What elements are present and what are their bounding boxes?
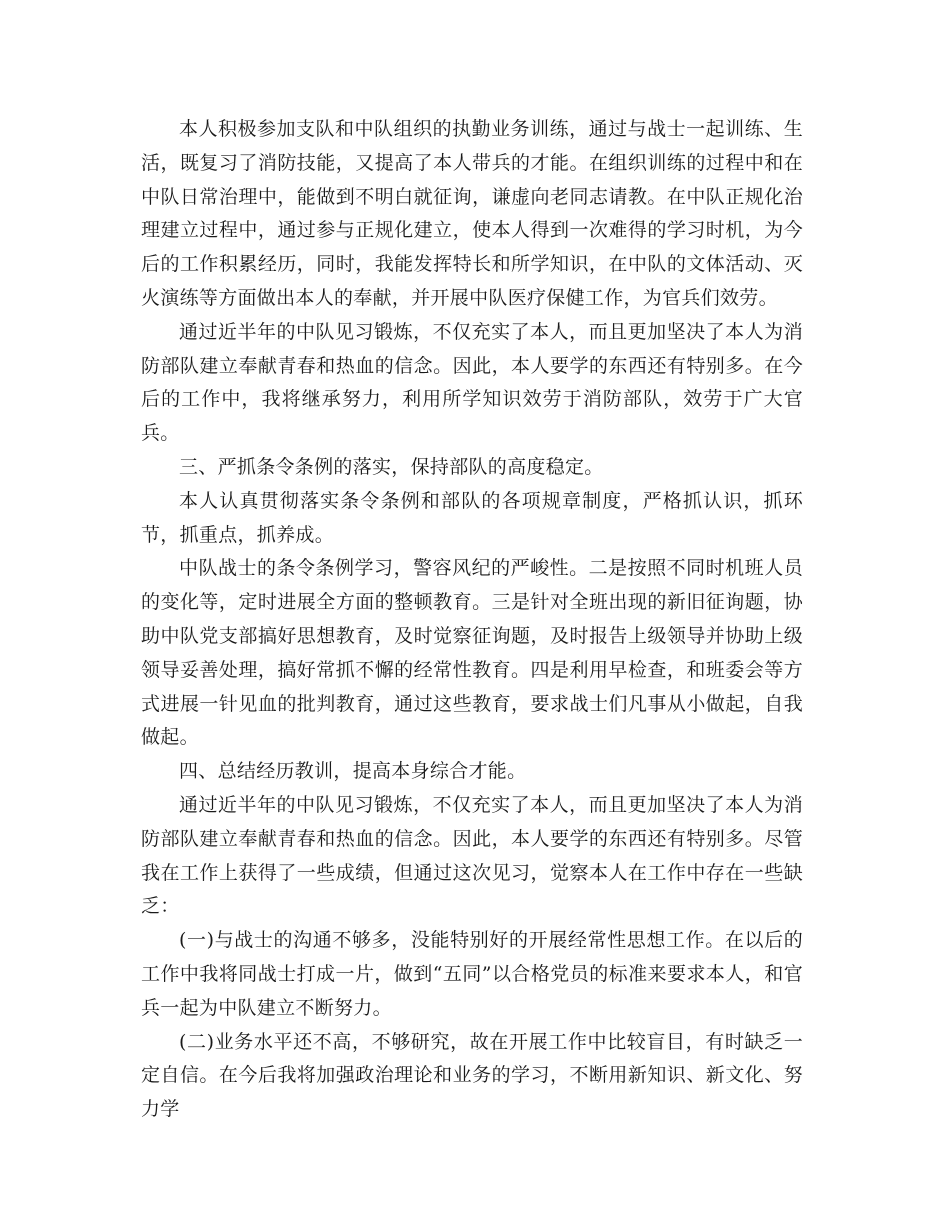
list-item: (一)与战士的沟通不够多，没能特别好的开展经常性思想工作。在以后的工作中我将同战士打成一片，做到“五同”以合格党员的标准来要求本人，和官兵一起为中队建立不断努力。 xyxy=(141,929,803,1019)
list-item: (二)业务水平还不高，不够研究，故在开展工作中比较盲目，有时缺乏一定自信。在今后我将加强政治理论和业务的学习，不断用新知识、新文化、努力学 xyxy=(141,1030,803,1121)
paragraph: 本人认真贯彻落实条令条例和部队的各项规章制度，严格抓认识，抓环节，抓重点，抓养成。 xyxy=(141,489,803,546)
paragraph: 中队战士的条令条例学习，警容风纪的严峻性。二是按照不同时机班人员的变化等，定时进展全方面的整顿教育。三是针对全班出现的新旧征询题，协助中队党支部搞好思想教育，及时觉察征询题，及时报告上级领导并协助上级领导妥善处理，搞好常抓不懈的经常性教育。四是利用早检查，和班委会等方式进展一针见血的批判教育，通过这些教育，要求战士们凡事从小做起，自我做起。 xyxy=(141,557,803,749)
document-body xyxy=(141,113,803,1127)
paragraph: 通过近半年的中队见习锻炼，不仅充实了本人，而且更加坚决了本人为消防部队建立奉献青春和热血的信念。因此，本人要学的东西还有特别多。尽管我在工作上获得了一些成绩，但通过这次见习，觉察本人在工作中存在一些缺乏： xyxy=(141,793,803,918)
paragraph: 本人积极参加支队和中队组织的执勤业务训练，通过与战士一起训练、生活，既复习了消防技能，又提高了本人带兵的才能。在组织训练的过程中和在中队日常治理中，能做到不明白就征询，谦虚向老同志请教。在中队正规化治理建立过程中，通过参与正规化建立，使本人得到一次难得的学习时机，为今后的工作积累经历，同时，我能发挥特长和所学知识，在中队的文体活动、灭火演练等方面做出本人的奉献，并开展中队医疗保健工作，为官兵们效劳。 xyxy=(141,118,803,309)
paragraph: 通过近半年的中队见习锻炼，不仅充实了本人，而且更加坚决了本人为消防部队建立奉献青春和热血的信念。因此，本人要学的东西还有特别多。在今后的工作中，我将继承努力，利用所学知识效劳于消防部队，效劳于广大官兵。 xyxy=(141,320,803,445)
section-heading: 四、总结经历教训，提高本身综合才能。 xyxy=(179,760,527,783)
section-heading: 三、严抓条令条例的落实，保持部队的高度稳定。 xyxy=(179,455,604,478)
